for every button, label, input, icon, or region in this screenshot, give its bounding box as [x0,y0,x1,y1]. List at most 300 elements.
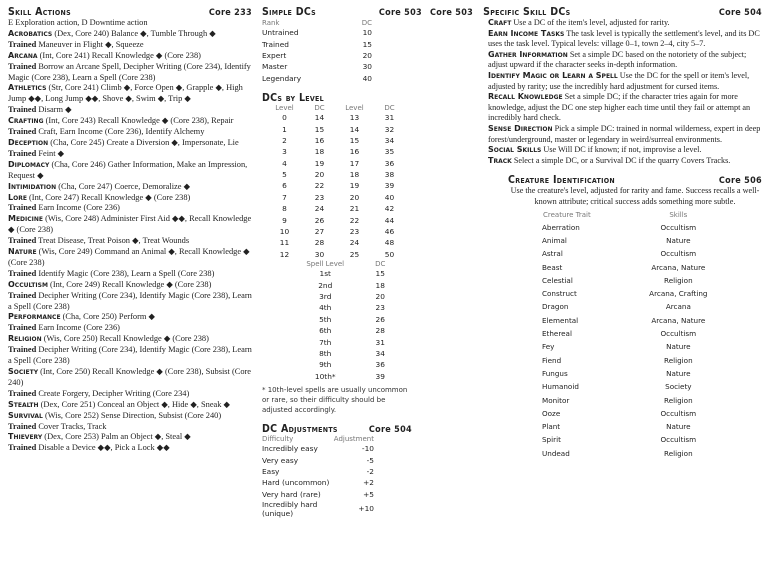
skill-entry [8,334,252,345]
level-dc-cell: 40 [384,192,395,202]
creature-trait-cell: Undead [542,448,570,458]
level-dc-cell: 21 [349,204,360,214]
creature-trait-cell: Spirit [542,435,561,445]
level-core-ref: Core 503 [430,8,474,18]
level-dc-cell: 24 [314,204,325,214]
simple-dc-cell: Trained [262,39,289,49]
creature-trait-cell: Fey [542,342,555,352]
spell-dc-cell: 34 [375,348,385,358]
dc-adjustments-table [262,435,374,518]
creature-identification-section [508,174,762,461]
trained-label: Trained [8,148,37,158]
dc-adjustment-row [262,443,374,454]
trained-entry [8,345,252,367]
entry-text: (Wis, Core 252) Sense Direction, Subsist (Core 240) [44,410,222,420]
specific-dc-list [488,18,762,166]
level-dc-row [262,237,402,248]
level-dc-cell: 19 [314,158,325,168]
creature-trait-cell: Fiend [542,355,562,365]
level-dc-cell: 18 [314,147,325,157]
creature-trait-row [542,381,728,392]
creature-trait-cell: Occultism [660,435,697,445]
level-dc-cell: 16 [314,135,325,145]
dc-adjustment-cell: -10 [361,444,374,454]
skill-entry-list [8,29,252,454]
entry-text: (Wis, Core 248) Administer First Aid ◆◆, Recall Knowledge ◆ (Core 238) [8,214,252,235]
entry-text: Treat Disease, Treat Poison ◆, Treat Wounds [36,236,190,246]
skill-actions-column [8,6,252,454]
level-dc-row [262,158,402,169]
entry-text: (Wis, Core 249) Command an Animal ◆, Recall Knowledge ◆ (Core 238) [8,247,250,267]
spell-dc-head-row [282,260,392,268]
tenth-level-note: * 10th-level spells are usually uncommon or rare, so their difficulty should be adjusted accordingly. [262,385,408,414]
level-dc-row [262,169,402,180]
level-dc-head-cell: Level [345,103,364,112]
spell-dc-row [282,336,392,347]
creature-trait-cell: Monitor [542,395,570,405]
spell-dc-row [282,325,392,336]
trained-entry [8,105,252,116]
entry-text: (Cha, Core 246) Gather Information, Make an Impression, Request ◆ [8,159,248,180]
specific-dc-text: The task level is typically the settlement's level, and its DC uses the task level. Typical levels: village 0–1, town 2–4, city 5–7. [488,28,760,49]
dcs-by-level-title: DCs by Level [262,91,324,104]
level-dc-cell: 20 [314,170,325,180]
trained-label: Trained [8,61,37,71]
skill-name: Diplomacy [8,159,50,169]
creature-identification-title: Creature Identification [508,174,615,187]
specific-dc-text: Set a simple DC; if the character tries again for more knowledge, adjust the DC one step higher each time until they fail or attempt an incredibly hard check. [488,92,751,123]
level-dc-cell: 32 [384,124,395,134]
specific-dc-text: Use a DC of the item's level, adjusted for rarity. [511,18,670,27]
trained-label: Trained [8,290,37,300]
skill-entry [8,160,252,182]
level-dc-cell: 4 [282,158,287,168]
trained-entry [8,40,252,51]
level-dc-cell: 18 [349,170,360,180]
dc-adjustment-cell: Incredibly easy [262,444,318,454]
entry-text: (Dex, Core 251) Conceal an Object ◆, Hide ◆, Sneak ◆ [40,399,230,409]
dc-adjustment-cell: -2 [366,466,374,476]
skill-name: Athletics [8,83,47,93]
simple-dc-head-cell: DC [361,19,372,27]
specific-skill-dcs-title: Specific Skill DCs [483,6,571,18]
skill-name: Performance [8,312,61,322]
trained-label: Trained [8,345,37,355]
trained-label: Trained [8,323,37,333]
level-dc-cell: 19 [349,181,360,191]
simple-dcs-title: Simple DCs [262,6,316,18]
creature-trait-cell: Construct [542,289,577,299]
simple-dc-cell: 20 [362,50,372,60]
skill-name: Stealth [8,399,39,409]
creature-trait-row [542,222,728,233]
trained-label: Trained [8,388,37,398]
entry-text: Create Forgery, Decipher Writing (Core 234) [36,388,190,398]
level-dc-cell: 27 [314,227,325,237]
spell-dc-row [282,371,392,382]
creature-trait-row [542,235,728,246]
level-dc-cell: 1 [282,124,287,134]
level-dc-cell: 31 [384,113,395,123]
dc-adjustments-title: DC Adjustments [262,422,338,435]
level-dc-cell: 50 [384,249,395,259]
skill-entry [8,138,252,149]
creature-trait-cell: Plant [542,422,561,432]
entry-text: (Int, Core 247) Recall Knowledge ◆ (Core 238) [29,192,191,202]
level-dc-cell: 23 [349,227,360,237]
simple-dc-cell: 30 [362,62,372,72]
trained-entry [8,127,252,138]
skill-entry [8,51,252,62]
trained-entry [8,323,252,334]
trained-label: Trained [8,105,37,115]
simple-dc-cell: 10 [362,28,372,38]
dc-adjustment-row [262,500,374,518]
trained-label: Trained [8,421,37,431]
level-dc-cell: 48 [384,238,395,248]
specific-dc-text: Use the DC for the spell or item's level, adjusted by rarity; use the incredibly hard adjustment for cursed items. [488,70,750,91]
spell-dc-row [282,348,392,359]
level-dc-head-row [262,104,402,112]
level-dc-cell: 17 [349,158,360,168]
entry-text: Cover Tracks, Track [36,421,107,431]
trained-label: Trained [8,39,37,49]
dc-adjustments-core-ref: Core 504 [368,424,412,435]
action-legend: E Exploration action, D Downtime action [8,18,148,27]
creature-trait-cell: Occultism [660,249,697,259]
spell-dc-row [282,314,392,325]
level-dc-row [262,112,402,123]
level-dc-cell: 0 [282,113,287,123]
level-dc-cell: 14 [314,113,325,123]
creature-trait-row [542,394,728,405]
skill-entry [8,193,252,204]
trained-label: Trained [8,236,37,246]
level-dc-cell: 26 [314,215,325,225]
skill-entry [8,432,252,443]
creature-trait-cell: Arcana, Crafting [649,289,708,299]
creature-trait-cell: Arcana, Nature [651,315,706,325]
spell-dc-cell: 10th* [314,371,336,381]
skill-name: Intimidation [8,181,57,191]
level-dc-cell: 2 [282,135,287,145]
level-dc-cell: 22 [349,215,360,225]
level-dc-cell: 10 [279,227,290,237]
level-dc-cell: 9 [282,215,287,225]
skill-entry [8,214,252,236]
level-dc-cell: 25 [349,249,360,259]
trained-entry [8,203,252,214]
creature-trait-row [542,341,728,352]
creature-trait-cell: Arcana [665,302,691,312]
entry-text: Earn Income (Core 236) [36,203,120,213]
specific-dc-entry [488,124,762,145]
entry-text: Maneuver in Flight ◆, Squeeze [36,39,144,49]
spell-dc-cell: 4th [319,303,332,313]
specific-dc-text: Pick a simple DC: trained in normal wilderness, expert in deep forest/underground, master or legendary in weird/surreal environments. [488,123,761,144]
skill-name: Medicine [8,214,44,224]
creature-trait-row [542,408,728,419]
entry-text: Disarm ◆ [36,105,72,115]
skill-entry [8,411,252,422]
creature-trait-cell: Nature [666,235,691,245]
creature-trait-row [542,301,728,312]
level-dc-cell: 35 [384,147,395,157]
level-dc-cell: 44 [384,215,395,225]
creature-trait-cell: Society [665,382,692,392]
specific-dc-entry [488,92,762,124]
creature-trait-row [542,328,728,339]
specific-dc-entry [488,29,762,50]
simple-dc-cell: 15 [362,39,372,49]
creature-trait-row [542,421,728,432]
specific-dc-entry [488,18,762,29]
skill-entry [8,280,252,291]
level-dc-cell: 7 [282,192,287,202]
skill-entry [8,83,252,105]
dc-adjustment-head-row [262,435,374,443]
level-dc-cell: 8 [282,204,287,214]
level-dc-cell: 6 [282,181,287,191]
simple-dc-row [262,73,372,84]
spell-dc-cell: 1st [319,269,331,279]
level-dc-row [262,249,402,260]
specific-dc-name: Craft [488,18,512,27]
entry-text: Borrow an Arcane Spell, Decipher Writing (Core 234), Identify Magic (Core 238), Learn a Spell (Core 238) [8,61,251,82]
skill-name: Deception [8,137,49,147]
specific-dc-name: Social Skills [488,145,542,155]
simple-dcs-header [262,6,422,18]
entry-text: Decipher Writing (Core 234), Identify Magic (Core 238), Learn a Spell (Core 238) [8,345,252,366]
skill-name: Occultism [8,279,48,289]
skill-entry [8,116,252,127]
level-dc-cell: 20 [349,192,360,202]
creature-trait-row [542,368,728,379]
level-dc-row [262,226,402,237]
dc-adjustment-head-cell: Adjustment [333,434,374,443]
specific-dc-entry [488,145,762,156]
creature-trait-cell: Nature [666,342,691,352]
spell-dc-cell: 26 [375,314,385,324]
creature-trait-cell: Religion [664,355,693,365]
simple-dc-cell: Untrained [262,28,299,38]
skill-name: Crafting [8,116,44,126]
entry-text: (Int, Core 249) Recall Knowledge ◆ (Core 238) [50,279,212,289]
level-dc-row [262,135,402,146]
spell-dc-cell: 7th [319,337,332,347]
dc-adjustment-cell: Hard (uncommon) [262,478,330,488]
level-dc-cell: 36 [384,158,395,168]
creature-trait-cell: Dragon [542,302,569,312]
skill-name: Lore [8,192,27,202]
level-dc-cell: 23 [314,192,325,202]
specific-dc-name: Identify Magic or Learn a Spell [488,70,618,80]
specific-dc-entry [488,71,762,92]
simple-dc-head-cell: Rank [262,19,280,27]
creature-trait-cell: Ooze [542,408,561,418]
entry-text: (Dex, Core 253) Palm an Object ◆, Steal ◆ [44,432,191,442]
trained-label: Trained [8,443,37,453]
spell-dc-cell: 2nd [318,280,333,290]
skill-name: Religion [8,334,42,344]
dc-adjustment-row [262,477,374,488]
dc-adjustment-cell: +10 [358,504,374,514]
dc-adjustment-cell: Very hard (rare) [262,489,321,499]
creature-trait-cell: Occultism [660,329,697,339]
creature-trait-row [542,354,728,365]
spell-dc-cell: 31 [375,337,385,347]
creature-trait-row [542,315,728,326]
creature-trait-cell: Humanoid [542,382,579,392]
creature-trait-cell: Aberration [542,222,580,232]
skill-name: Survival [8,410,43,420]
creature-trait-row [542,448,728,459]
specific-dcs-column [430,6,762,461]
spell-dc-cell: 6th [319,326,332,336]
level-dc-row [262,180,402,191]
simple-dc-row [262,38,372,49]
creature-trait-cell: Beast [542,262,563,272]
creature-trait-cell: Celestial [542,275,573,285]
spell-dc-head-cell: DC [375,260,386,269]
dc-adjustments-header [262,423,412,435]
specific-dc-name: Gather Information [488,49,568,59]
skill-name: Acrobatics [8,28,53,38]
entry-text: Identify Magic (Core 238), Learn a Spell (Core 238) [36,268,215,278]
creature-trait-cell: Nature [666,422,691,432]
level-dc-cell: 14 [349,124,360,134]
level-dc-cell: 5 [282,170,287,180]
entry-text: (Cha, Core 250) Perform ◆ [62,312,155,322]
entry-text: Earn Income (Core 236) [36,323,120,333]
spell-dc-cell: 23 [375,303,385,313]
level-dc-head-cell: Level [275,103,294,112]
skill-name: Arcana [8,50,38,60]
level-dc-cell: 22 [314,181,325,191]
level-dc-cell: 46 [384,227,395,237]
spell-dc-row [282,291,392,302]
trained-entry [8,422,252,433]
level-dc-head-cell: DC [384,103,395,112]
simple-dcs-table [262,19,372,84]
creature-trait-cell: Ethereal [542,329,572,339]
skill-actions-core-ref: Core 233 [208,8,252,18]
creature-trait-cell: Elemental [542,315,579,325]
creature-trait-cell: Occultism [660,408,697,418]
spell-level-dcs-table [282,260,392,382]
spell-dc-cell: 8th [319,348,332,358]
specific-dc-name: Sense Direction [488,123,553,133]
dc-adjustment-row [262,489,374,500]
level-dc-cell: 34 [384,135,395,145]
creature-trait-cell: Occultism [660,222,697,232]
entry-text: Feint ◆ [36,148,65,158]
dcs-by-level-table [262,104,402,260]
spell-dc-row [282,279,392,290]
spell-dc-cell: 36 [375,360,385,370]
specific-dc-text: Select a simple DC, or a Survival DC if the quarry Covers Tracks. [511,155,731,165]
creature-trait-cell: Arcana, Nature [651,262,706,272]
spell-dc-row [282,302,392,313]
specific-dc-entry [488,50,762,71]
skill-name: Nature [8,247,37,257]
skill-actions-title: Skill Actions [8,6,71,18]
skill-entry [8,182,252,193]
spell-dc-cell: 18 [375,280,385,290]
dc-adjustment-row [262,466,374,477]
creature-trait-cell: Religion [664,448,693,458]
trained-entry [8,149,252,160]
entry-text: (Int, Core 241) Recall Knowledge ◆ (Core 238) [39,50,201,60]
spell-dc-cell: 39 [375,371,385,381]
entry-text: (Int, Core 250) Recall Knowledge ◆ (Core 238), Subsist (Core 240) [8,367,252,387]
simple-dc-head-row [262,19,372,27]
spell-dc-cell: 20 [375,292,385,301]
level-dc-row [262,214,402,225]
level-dc-cell: 28 [314,238,325,248]
creature-trait-cell: Religion [664,395,693,405]
spell-dc-head-cell: Spell Level [306,260,345,269]
dcs-by-level-header [262,92,402,104]
dc-adjustment-cell: +2 [363,478,374,488]
creature-trait-cell: Religion [664,275,693,285]
entry-text: Decipher Writing (Core 234), Identify Magic (Core 238), Learn a Spell (Core 238) [8,290,252,311]
trained-entry [8,269,252,280]
specific-dc-name: Recall Knowledge [488,92,563,102]
spell-dc-cell: 5th [319,314,332,324]
dc-adjustment-cell: +5 [363,489,374,499]
simple-dc-row [262,50,372,61]
creature-identification-intro: Use the creature's level, adjusted for rarity and fame. Success recalls a well-known attribute; critical success adds something more subtle. [510,186,760,206]
level-dc-cell: 38 [384,170,395,180]
entry-text: (Wis, Core 250) Recall Knowledge ◆ (Core 238) [43,334,209,344]
specific-dc-text: Set a simple DC based on the notoriety of the subject; adjust upward if the character seeks in-depth information. [488,49,747,70]
creature-trait-cell: Astral [542,249,563,259]
level-dc-row [262,123,402,134]
level-dc-cell: 15 [314,124,325,134]
level-dc-cell: 39 [384,181,395,191]
simple-dc-row [262,61,372,72]
entry-text: (Int, Core 243) Recall Knowledge ◆ (Core 238), Repair [45,116,234,126]
skill-entry [8,247,252,269]
level-dc-cell: 3 [282,147,287,157]
creature-trait-head-cell: Skills [669,210,688,219]
trained-entry [8,389,252,400]
spell-dc-cell: 3rd [319,292,332,301]
spell-dc-row [282,359,392,370]
entry-text: (Cha, Core 247) Coerce, Demoralize ◆ [58,181,191,191]
simple-dc-row [262,27,372,38]
level-dc-cell: 13 [349,113,360,123]
entry-text: Craft, Earn Income (Core 236), Identify Alchemy [36,127,205,137]
simple-dc-cell: Expert [262,50,287,60]
specific-skill-dcs-core-ref: Core 504 [718,8,762,18]
dc-adjustment-cell: Easy [262,466,280,476]
level-dc-cell: 42 [384,204,395,214]
simple-dc-cell: 40 [362,73,372,83]
skill-entry [8,312,252,323]
simple-dc-cell: Master [262,62,288,72]
trained-entry [8,236,252,247]
level-dc-cell: 12 [279,249,290,259]
specific-dc-name: Track [488,155,512,165]
creature-trait-row [542,261,728,272]
level-dc-cell: 30 [314,249,325,259]
skill-entry [8,367,252,389]
dc-tables-column [262,6,422,518]
skill-actions-header [8,6,252,18]
dc-adjustment-cell: Incredibly hard (unique) [262,499,318,518]
